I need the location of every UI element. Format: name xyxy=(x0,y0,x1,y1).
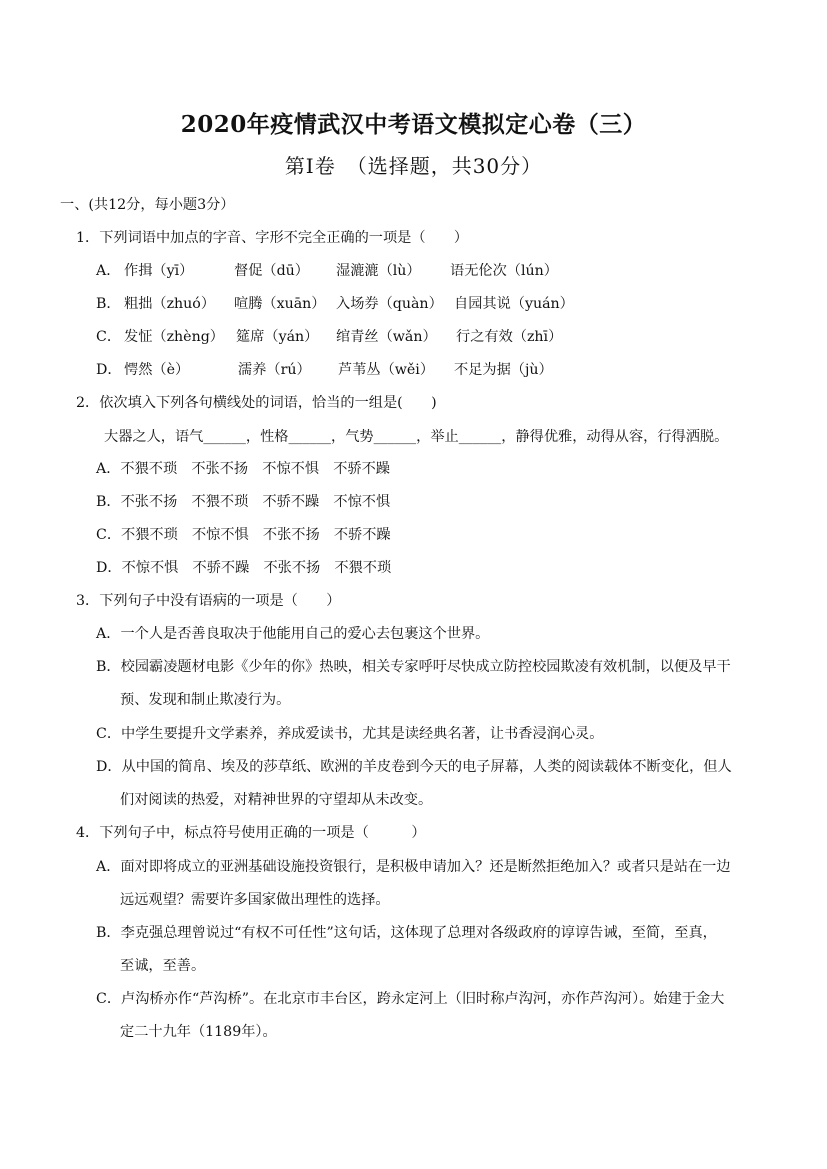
option-text: 校园霸凌题材电影《少年的你》热映，相关专家呼吁尽快成立防控校园欺凌有效机制，以便及早干 xyxy=(120,659,731,675)
q1-option-d xyxy=(96,360,553,380)
option-word: 湿漉漉（lù） xyxy=(336,263,421,279)
option-text: 中学生要提升文学素养，养成爱读书，尤其是读经典名著，让书香浸润心灵。 xyxy=(121,726,604,742)
option-label: A． xyxy=(96,626,121,642)
option-label: D． xyxy=(96,362,122,378)
option-word: 发怔（zhèng） xyxy=(124,329,224,345)
q2-stem: 2．依次填入下列各句横线处的词语，恰当的一组是( ) xyxy=(76,395,437,411)
option-word: 濡养（rú） xyxy=(238,362,311,378)
option-text: 一个人是否善良取决于他能用自己的爱心去包裹这个世界。 xyxy=(120,626,490,642)
option-label: B． xyxy=(96,296,121,312)
option-word: 喧腾（xuān） xyxy=(234,296,326,312)
option-word: 语无伦次（lún） xyxy=(450,263,558,279)
option-label: C． xyxy=(96,726,122,742)
option-word: 粗拙（zhuó） xyxy=(124,296,216,312)
option-word: 芦苇丛（wěi） xyxy=(338,362,435,378)
q4-option-a xyxy=(96,857,731,877)
q2-option-b: B．不张不扬 不猥不琐 不骄不躁 不惊不惧 xyxy=(96,494,391,510)
option-word: 作揖（yī） xyxy=(124,263,194,279)
option-label: B． xyxy=(96,659,121,675)
q4-stem: 4．下列句子中，标点符号使用正确的一项是（ ） xyxy=(76,825,426,841)
option-word: 行之有效（zhī） xyxy=(456,329,563,345)
option-label: A． xyxy=(96,263,121,279)
option-label: D． xyxy=(96,759,122,775)
q1-option-c xyxy=(96,327,563,347)
q2-passage: 大器之人，语气______，性格______，气势______，举止______，静得优雅，动得从容，行得洒脱。 xyxy=(104,429,729,445)
option-text: 从中国的简帛、埃及的莎草纸、欧洲的羊皮卷到今天的电子屏幕，人类的阅读载体不断变化，但人 xyxy=(121,759,732,775)
q1-option-b xyxy=(96,294,574,314)
q1-stem: 1．下列词语中加点的字音、字形不完全正确的一项是（ ） xyxy=(76,230,469,246)
option-word: 不足为据（jù） xyxy=(454,362,553,378)
option-label: C． xyxy=(96,329,122,345)
option-label: A． xyxy=(96,859,121,875)
option-word: 筵席（yán） xyxy=(236,329,319,345)
section-heading: 一、(共12分，每小题3分） xyxy=(60,197,235,213)
q3-option-d-cont: 们对阅读的热爱，对精神世界的守望却从未改变。 xyxy=(120,792,433,808)
q3-option-d xyxy=(96,757,732,777)
option-word: 绾青丝（wǎn） xyxy=(336,329,437,345)
option-label: B． xyxy=(96,925,121,941)
option-word: 愕然（è） xyxy=(124,362,190,378)
q4-option-c xyxy=(96,989,724,1009)
q4-option-a-cont: 远远观望？需要许多国家做出理性的选择。 xyxy=(120,892,390,908)
q3-option-a xyxy=(96,624,489,644)
q3-option-c xyxy=(96,724,603,744)
q2-option-d: D．不惊不惧 不骄不躁 不张不扬 不猥不琐 xyxy=(96,560,392,576)
q4-option-b-cont: 至诚，至善。 xyxy=(120,958,206,974)
option-word: 自园其说（yuán） xyxy=(454,296,574,312)
page-title: 2020年疫情武汉中考语文模拟定心卷（三） xyxy=(180,111,647,138)
option-text: 李克强总理曾说过“有权不可任性”这句话，这体现了总理对各级政府的谆谆告诫，至简，至真， xyxy=(120,925,717,941)
option-text: 面对即将成立的亚洲基础设施投资银行，是积极申请加入？还是断然拒绝加入？或者只是站在一边 xyxy=(120,859,731,875)
q3-stem: 3．下列句子中没有语病的一项是（ ） xyxy=(76,593,341,609)
option-word: 入场券（quàn） xyxy=(336,296,443,312)
option-word: 督促（dū） xyxy=(234,263,309,279)
option-label: C． xyxy=(96,991,122,1007)
option-text: 卢沟桥亦作“芦沟桥”。在北京市丰台区，跨永定河上（旧时称卢沟河，亦作芦沟河）。始建于金大 xyxy=(121,991,725,1007)
q4-option-b xyxy=(96,923,717,943)
q4-option-c-cont: 定二十九年（1189年）。 xyxy=(120,1024,277,1040)
q1-option-a xyxy=(96,261,558,281)
q2-option-a: A．不猥不琐 不张不扬 不惊不惧 不骄不躁 xyxy=(96,461,390,477)
q2-option-c: C．不猥不琐 不惊不惧 不张不扬 不骄不躁 xyxy=(96,527,391,543)
q3-option-b xyxy=(96,657,731,677)
q3-option-b-cont: 预、发现和制止欺凌行为。 xyxy=(120,692,291,708)
page-subtitle: 第Ⅰ卷 （选择题，共30分） xyxy=(284,154,543,178)
